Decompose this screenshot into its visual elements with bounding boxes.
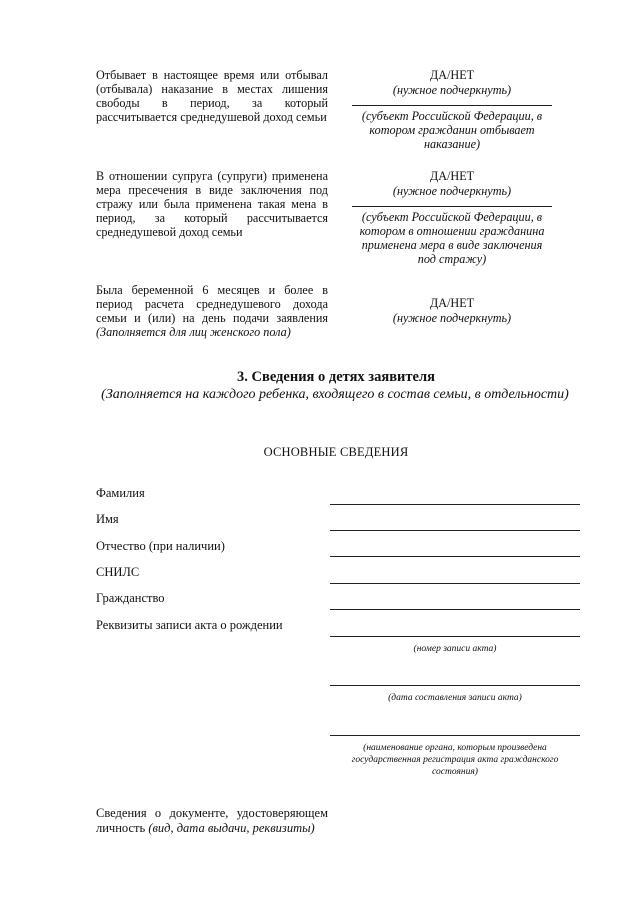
id-document-hint: (вид, дата выдачи, реквизиты) <box>148 821 315 835</box>
question-1-text: Отбывает в настоящее время или отбывал (отбывала) наказание в местах лишения свободы в период, за который рассчитывается среднедушевой доход семьи <box>96 68 328 124</box>
snils-field[interactable] <box>330 583 580 584</box>
name-label: Имя <box>96 512 119 526</box>
patronymic-field[interactable] <box>330 556 580 557</box>
question-2-yes-no[interactable]: ДА/НЕТ <box>429 169 475 183</box>
birth-record-number-field[interactable] <box>330 636 580 637</box>
birth-record-organ-hint: (наименование органа, которым произведена государственная регистрация акта гражданского состояния) <box>351 743 559 777</box>
section-subtitle: (Заполняется на каждого ребенка, входящего в состав семьи, в отдельности) <box>101 387 569 402</box>
question-1-hint: (нужное подчеркнуть) <box>392 83 512 97</box>
question-3-yes-no[interactable]: ДА/НЕТ <box>429 296 475 310</box>
surname-field[interactable] <box>330 504 580 505</box>
birth-record-label: Реквизиты записи акта о рождении <box>96 618 283 632</box>
surname-label: Фамилия <box>96 486 145 500</box>
question-2-text: В отношении супруга (супруги) применена мера пресечения в виде заключения под стражу или была применена такая мена в период, за который рассчитывается среднедушевой доход семьи <box>96 169 328 239</box>
birth-record-date-hint: (дата составления записи акта) <box>388 693 522 703</box>
id-document-label: Сведения о документе, удостоверяющем личность <box>96 806 328 835</box>
question-2-region-hint: (субъект Российской Федерации, в котором в отношении гражданина применена мера в виде заключения под стражу) <box>359 210 545 266</box>
basic-info-heading: ОСНОВНЫЕ СВЕДЕНИЯ <box>263 445 409 459</box>
question-1-answer-block <box>352 68 552 151</box>
name-field[interactable] <box>330 530 580 531</box>
question-1-yes-no[interactable]: ДА/НЕТ <box>429 68 475 82</box>
question-3-answer-block <box>352 296 552 326</box>
question-3-text: Была беременной 6 месяцев и более в период расчета среднедушевого дохода семьи и (или) на день подачи заявления <box>96 283 328 325</box>
id-document-block <box>96 806 328 836</box>
question-2-hint: (нужное подчеркнуть) <box>392 184 512 198</box>
citizenship-field[interactable] <box>330 609 580 610</box>
question-3-note: (Заполняется для лиц женского пола) <box>96 325 291 339</box>
section-title: 3. Сведения о детях заявителя <box>237 369 435 385</box>
birth-record-date-field[interactable] <box>330 685 580 686</box>
question-2-region-line[interactable] <box>352 206 552 207</box>
birth-record-number-hint: (номер записи акта) <box>413 644 497 654</box>
patronymic-label: Отчество (при наличии) <box>96 539 225 553</box>
question-3-hint: (нужное подчеркнуть) <box>392 311 512 325</box>
snils-label: СНИЛС <box>96 565 140 579</box>
question-1-region-hint: (субъект Российской Федерации, в котором гражданин отбывает наказание) <box>361 109 543 151</box>
question-3-block <box>96 283 328 339</box>
birth-record-organ-field[interactable] <box>330 735 580 736</box>
question-2-answer-block <box>352 169 552 266</box>
citizenship-label: Гражданство <box>96 591 165 605</box>
question-1-region-line[interactable] <box>352 105 552 106</box>
